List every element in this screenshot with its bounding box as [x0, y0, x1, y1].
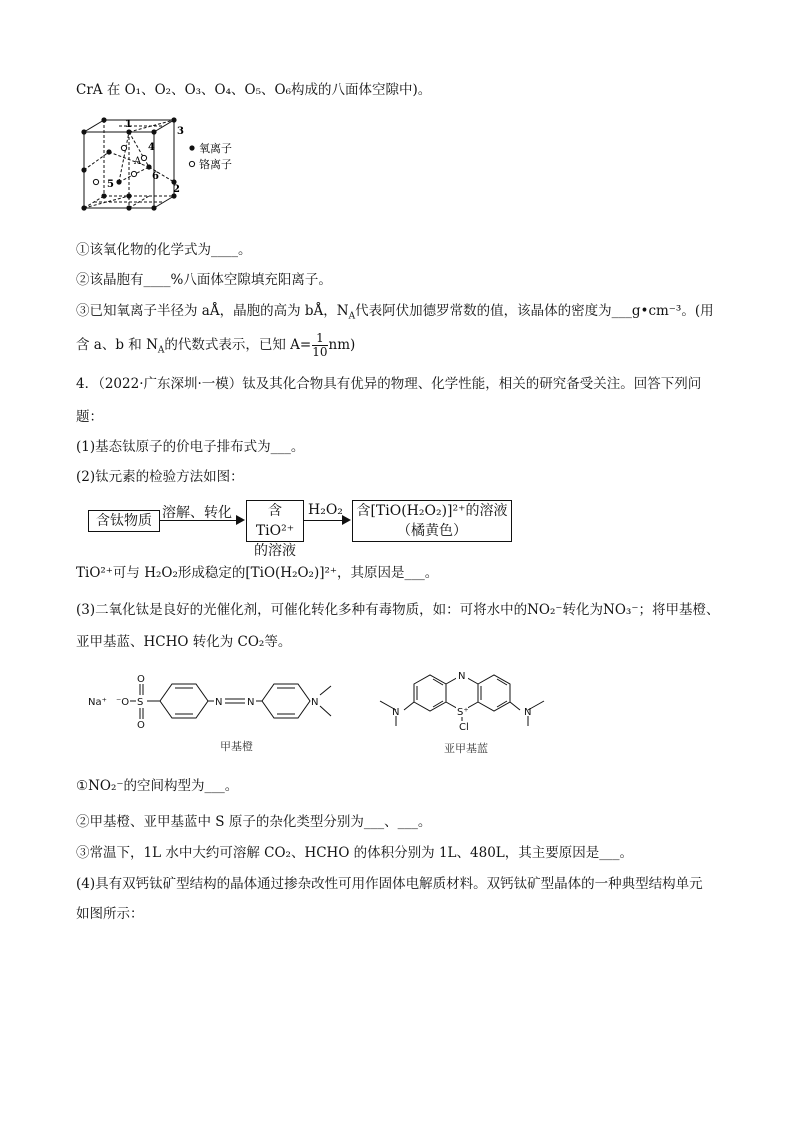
methyl-orange-structure [86, 668, 346, 760]
flow-box3-line2: （橘黄色） [397, 523, 467, 539]
q3-sub3-line2-na: A [157, 345, 165, 356]
q4-part3-line1: (3)二氧化钛是良好的光催化剂，可催化转化多种有毒物质，如：可将水中的NO₂⁻转化为NO₃⁻；将甲基橙、 [76, 602, 720, 618]
q3-sub1: ①该氧化物的化学式为____。 [76, 242, 252, 258]
oxide-label: ⁻O [116, 697, 130, 708]
q4-part2: (2)钛元素的检验方法如图： [76, 469, 244, 485]
q4-header: 4．（2022·广东深圳·一模）钛及其化合物具有优异的物理、化学性能，相关的研究备受关注。回答下列问 [76, 376, 702, 392]
oxygen-top-label: O [137, 674, 145, 685]
flow-box-tio-solution [246, 500, 304, 559]
legend-oxygen: 氧离子 [199, 142, 232, 155]
flow-arrow1-head [236, 515, 245, 525]
q4-part3-line2: 亚甲基蓝、HCHO 转化为 CO₂等。 [76, 634, 292, 650]
flow-box3-line1: 含[TiO(H₂O₂)]²⁺的溶液 [356, 503, 508, 519]
flow-box-titanium-material: 含钛物质 [88, 510, 160, 532]
fraction-denominator: 10 [312, 345, 328, 359]
q4-part3-sub1: ①NO₂⁻的空间构型为___。 [76, 778, 239, 794]
na-ion-label: Na⁺ [88, 697, 107, 708]
q4-part1: (1)基态钛原子的价电子排布式为___。 [76, 439, 305, 455]
flow-arrow2-label: H₂O₂ [308, 502, 343, 518]
q4-part2-reason: TiO²⁺可与 H₂O₂形成稳定的[TiO(H₂O₂)]²⁺，其原因是___。 [76, 565, 439, 581]
crystal-cell-figure [76, 112, 246, 222]
fraction-numerator: 1 [312, 332, 327, 346]
amine-n-left: N [392, 707, 400, 718]
flow-arrow1 [160, 520, 236, 521]
flow-box2-line1: 含 TiO²⁺ [255, 503, 295, 539]
q4-header-cont: 题： [76, 409, 103, 425]
q4-part4-line2: 如图所示： [76, 906, 144, 922]
fraction [312, 332, 327, 359]
flow-box2-line2: 的溶液 [254, 543, 296, 559]
ring-s-label: S⁺ [457, 707, 469, 718]
q3-sub3-part-c: 代表阿伏加德罗常数的值，该晶体的密度为___g•cm⁻³。(用 [355, 303, 714, 319]
q4-part3-sub3: ③常温下，1L 水中大约可溶解 CO₂、HCHO 的体积分别为 1L、480L，其主要原因是___。 [76, 845, 634, 861]
q3-sub3-line2 [76, 328, 355, 362]
label-2: 2 [173, 184, 180, 195]
methyl-orange-name: 甲基橙 [220, 740, 253, 753]
azo-n2-label: N [247, 697, 255, 708]
q3-sub2: ②该晶胞有____%八面体空隙填充阳离子。 [76, 272, 332, 288]
label-4: 4 [148, 142, 155, 153]
label-6: 6 [152, 171, 159, 182]
flow-box-complex-solution [352, 500, 512, 542]
flow-arrow1-label: 溶解、转化 [162, 505, 232, 521]
amine-n-label: N [311, 697, 319, 708]
q3-continuation-line: CrA 在 O₁、O₂、O₃、O₄、O₅、O₆构成的八面体空隙中)。 [76, 82, 432, 98]
amine-n-right: N [524, 707, 532, 718]
q3-sub3-line2-d: nm) [328, 337, 356, 353]
q4-part4-line1: (4)具有双钙钛矿型结构的晶体通过掺杂改性可用作固体电解质材料。双钙钛矿型晶体的一种典型结构单元 [76, 876, 703, 892]
q3-sub3-line2-c: 的代数式表示，已知 A= [164, 337, 312, 353]
sulfur-label: S [137, 697, 144, 708]
q3-sub3 [76, 301, 714, 321]
azo-n1-label: N [215, 697, 223, 708]
legend-chromium: 铬离子 [199, 158, 232, 171]
q3-sub3-na-sub: A [348, 311, 356, 322]
label-3: 3 [177, 126, 184, 137]
ring-n-label: N [458, 671, 466, 682]
q3-sub3-line2-a: 含 a、b 和 N [76, 337, 158, 353]
oxygen-bottom-label: O [137, 720, 145, 731]
label-1: 1 [125, 119, 132, 130]
flow-arrow2 [304, 520, 342, 521]
flow-arrow2-head [342, 515, 351, 525]
methylene-blue-structure [376, 660, 566, 760]
label-a: A [134, 156, 142, 167]
q3-sub3-part-a: ③已知氧离子半径为 aÅ，晶胞的高为 bÅ，N [76, 303, 349, 319]
methylene-blue-name: 亚甲基蓝 [444, 742, 488, 755]
chloride-label: Cl [459, 722, 469, 733]
label-5: 5 [107, 179, 114, 190]
q4-part3-sub2: ②甲基橙、亚甲基蓝中 S 原子的杂化类型分别为___、___。 [76, 814, 432, 830]
